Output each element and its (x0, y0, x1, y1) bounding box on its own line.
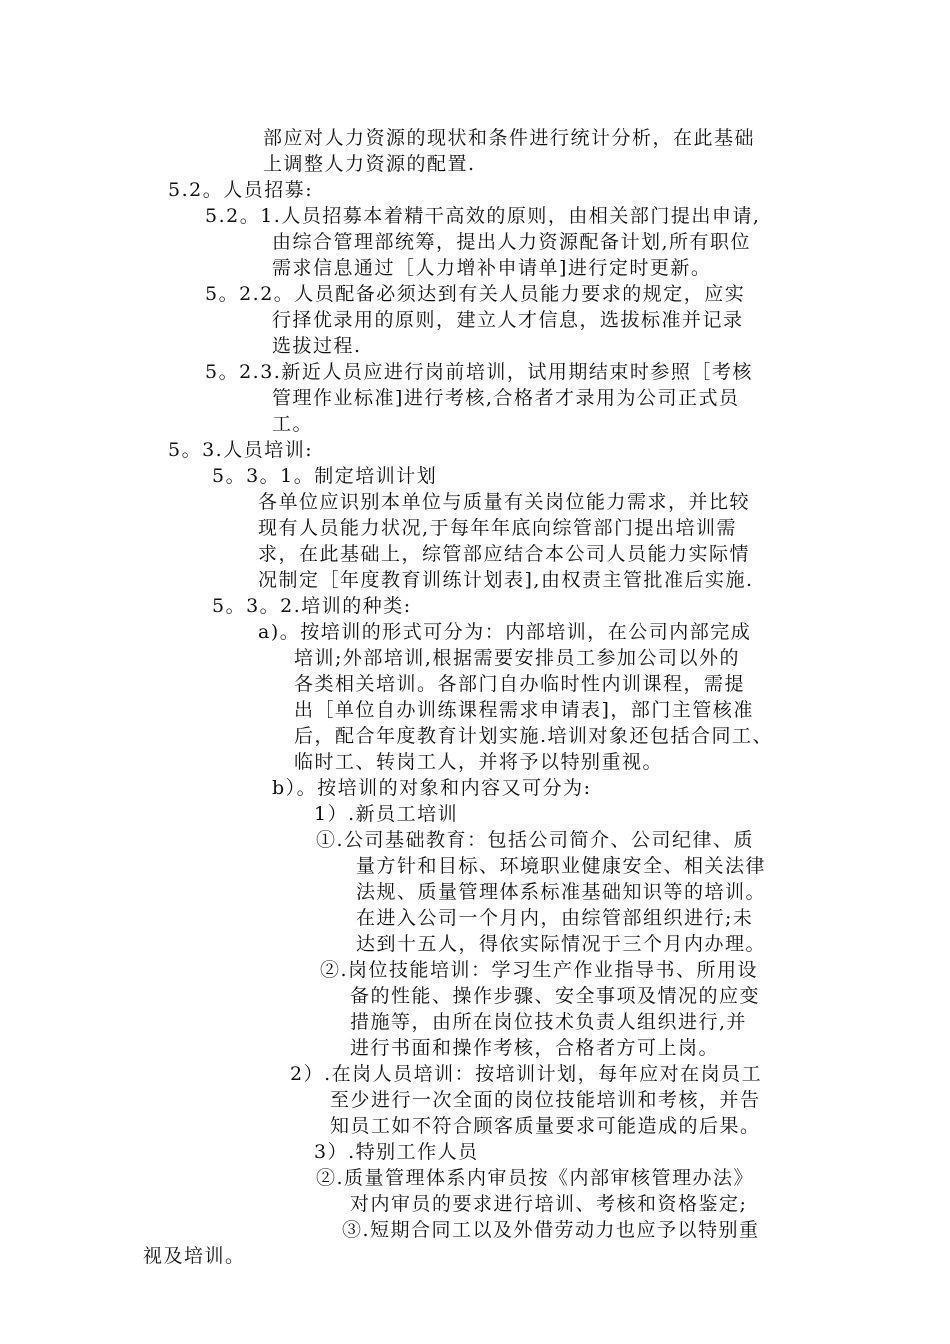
text-line: 管理作业标准]进行考核,合格者才录用为公司正式员 (272, 387, 740, 409)
list-item: ②.质量管理体系内审员按《内部审核管理办法》 (316, 1167, 755, 1189)
list-item: a)。按培训的形式可分为：内部培训，在公司内部完成 (258, 621, 752, 643)
text-line: 上调整人力资源的配置. (263, 153, 476, 175)
text-line: 措施等，由所在岗位技术负责人组织进行,并 (350, 1011, 748, 1033)
section-heading: 5.2。人员招募: (168, 179, 314, 201)
text-line: 选拔过程. (272, 335, 362, 357)
list-item: 1）.新员工培训 (314, 803, 459, 825)
text-line: 对内审员的要求进行培训、考核和资格鉴定; (350, 1193, 748, 1215)
text-line: 各单位应识别本单位与质量有关岗位能力需求，并比较 (258, 491, 751, 513)
list-item: 3）.特别工作人员 (314, 1141, 479, 1163)
subsection-heading: 5。3。2.培训的种类: (212, 595, 412, 617)
text-line: 至少进行一次全面的岗位技能培训和考核，并告 (330, 1089, 761, 1111)
list-item: b）。按培训的对象和内容又可分为: (272, 777, 592, 799)
list-item: ①.公司基础教育：包括公司简介、公司纪律、质 (316, 829, 755, 851)
subsection-heading: 5。2.3.新近人员应进行岗前培训，试用期结束时参照［考核 (205, 361, 753, 383)
text-line: 达到十五人，得依实际情况于三个月内办理。 (356, 933, 767, 955)
text-line: 行择优录用的原则，建立人才信息，选拔标准并记录 (272, 309, 744, 331)
text-line: 在进入公司一个月内，由综管部组织进行;未 (356, 907, 754, 929)
subsection-heading: 5。3。1。制定培训计划 (212, 465, 438, 487)
subsection-heading: 5。2.2。人员配备必须达到有关人员能力要求的规定，应实 (205, 283, 746, 305)
list-item: ②.岗位技能培训：学习生产作业指导书、所用设 (320, 959, 759, 981)
text-line: 培训;外部培训,根据需要安排员工参加公司以外的 (294, 647, 740, 669)
text-line: 求，在此基础上，综管部应结合本公司人员能力实际情 (258, 543, 751, 565)
text-line: 视及培训。 (143, 1245, 246, 1267)
subsection-heading: 5.2。1.人员招募本着精干高效的原则，由相关部门提出申请, (205, 205, 761, 227)
text-line: 量方针和目标、环境职业健康安全、相关法律 (356, 855, 767, 877)
text-line: 工。 (272, 413, 314, 435)
list-item: ③.短期合同工以及外借劳动力也应予以特别重 (342, 1219, 760, 1241)
text-line: 出［单位自办训练课程需求申请表]，部门主管核准 (294, 699, 754, 721)
text-line: 现有人员能力状况,于每年年底向综管部门提出培训需 (258, 517, 738, 539)
text-line: 临时工、转岗工人，并将予以特别重视。 (294, 751, 664, 773)
list-item: 2）.在岗人员培训：按培训计划，每年应对在岗员工 (290, 1063, 763, 1085)
text-line: 进行书面和操作考核，合格者方可上岗。 (350, 1037, 720, 1059)
text-line: 部应对人力资源的现状和条件进行统计分析，在此基础 (263, 127, 756, 149)
text-line: 各类相关培训。各部门自办临时性内训课程，需提 (294, 673, 746, 695)
text-line: 知员工如不符合顾客质量要求可能造成的后果。 (330, 1115, 761, 1137)
text-line: 由综合管理部统筹，提出人力资源配备计划,所有职位 (272, 231, 752, 253)
text-line: 需求信息通过［人力增补申请单]进行定时更新。 (272, 257, 712, 279)
text-line: 法规、质量管理体系标准基础知识等的培训。 (356, 881, 767, 903)
text-line: 备的性能、操作步骤、安全事项及情况的应变 (350, 985, 761, 1007)
text-line: 后，配合年度教育计划实施.培训对象还包括合同工、 (294, 725, 774, 747)
section-heading: 5。3.人员培训: (168, 439, 314, 461)
text-line: 况制定［年度教育训练计划表],由权责主管批准后实施. (258, 569, 754, 591)
